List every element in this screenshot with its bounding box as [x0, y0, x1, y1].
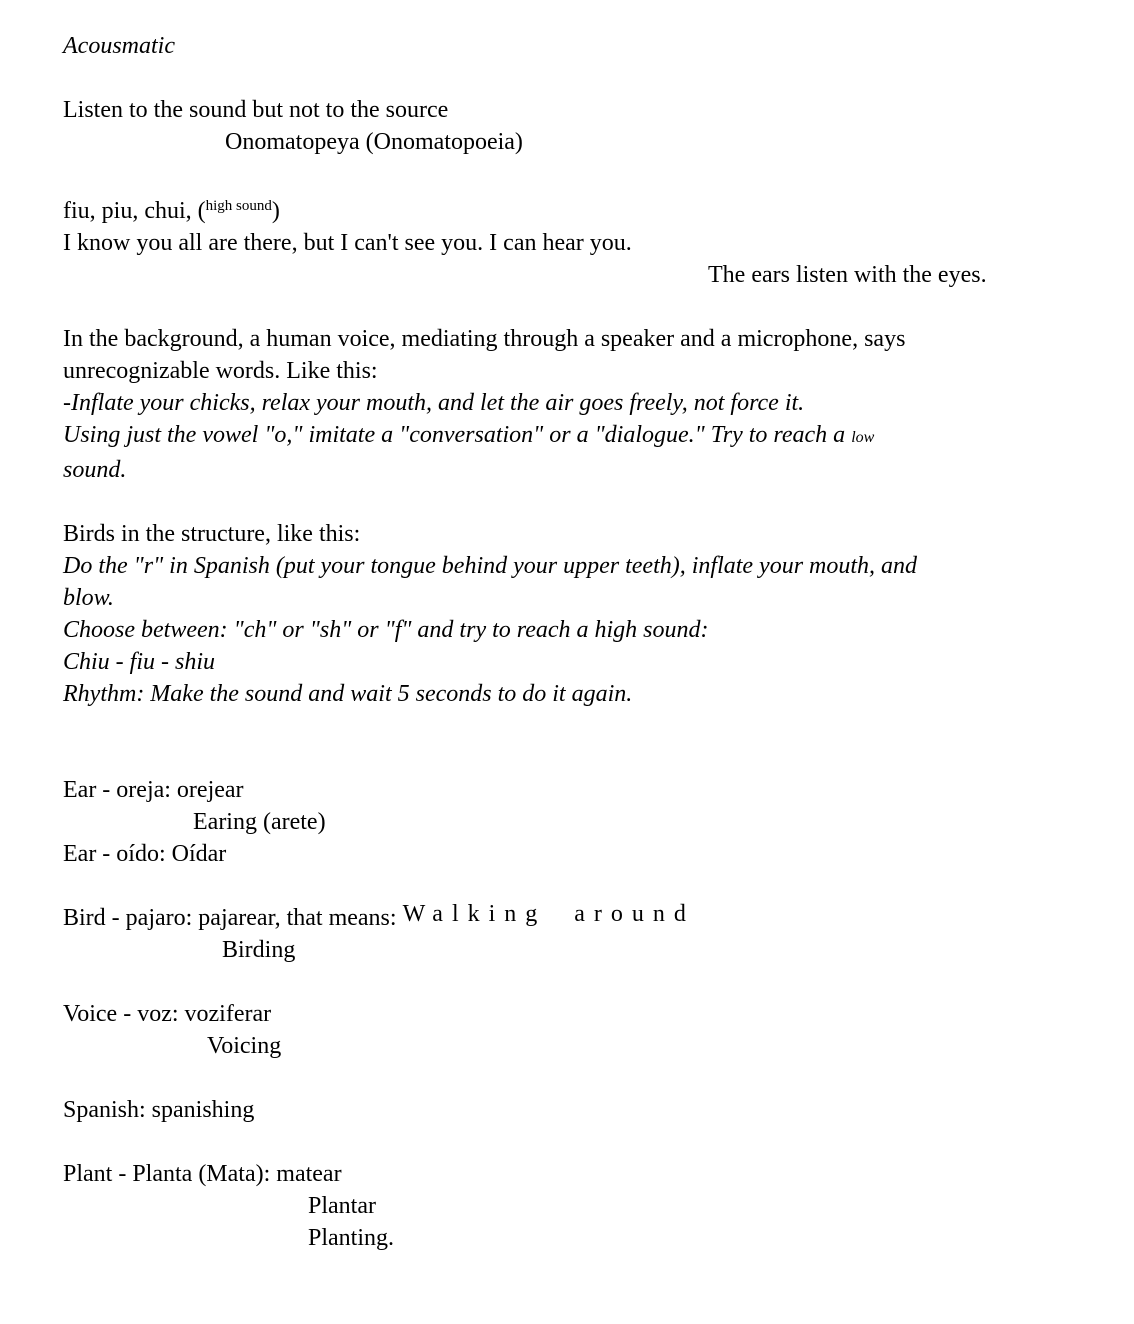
doc-line: [63, 355, 1094, 387]
doc-line: [63, 806, 1094, 838]
doc-text: Plant - Planta (Mata): matear: [63, 1161, 342, 1187]
doc-text: In the background, a human voice, mediating through a speaker and a microphone, says: [63, 326, 906, 352]
doc-line: [63, 227, 1094, 259]
doc-line: [63, 550, 1094, 582]
doc-text: unrecognizable words. Like this:: [63, 358, 378, 384]
doc-text: Birding: [222, 937, 296, 963]
doc-text: blow.: [63, 585, 114, 611]
doc-text: Voice - voz: voziferar: [63, 1001, 272, 1027]
doc-line: [63, 614, 1094, 646]
doc-text: Voicing: [207, 1033, 282, 1059]
doc-line: [63, 646, 1094, 678]
doc-text: Choose between: "ch" or "sh" or "f" and try to reach a high sound:: [63, 617, 709, 643]
doc-text: Bird - pajaro: pajarear, that means:: [63, 905, 403, 931]
doc-line: [63, 934, 1094, 966]
doc-line: [63, 1094, 1094, 1126]
doc-text: fiu, piu, chui, (: [63, 198, 206, 224]
doc-line: [63, 1158, 1094, 1190]
doc-text: Earing (arete): [193, 809, 326, 835]
doc-text: Rhythm: Make the sound and wait 5 seconds to do it again.: [63, 681, 633, 707]
doc-line: [63, 94, 1094, 126]
doc-line: [63, 1190, 1094, 1222]
doc-text: Onomatopeya (Onomatopoeia): [225, 129, 523, 155]
doc-line: [63, 387, 1094, 419]
doc-text: Acousmatic: [63, 33, 175, 59]
doc-text: -Inflate your chicks, relax your mouth, and let the air goes freely, not force it.: [63, 390, 805, 416]
doc-text: Listen to the sound but not to the source: [63, 97, 449, 123]
doc-line: [63, 30, 1094, 62]
doc-line: [63, 259, 1094, 291]
doc-line: [63, 998, 1094, 1030]
doc-text: Spanish: spanishing: [63, 1097, 255, 1123]
doc-text-spaced: Walking around: [402, 901, 695, 927]
doc-text: Plantar: [308, 1193, 376, 1219]
doc-line: [63, 323, 1094, 355]
doc-text: Ear - oreja: orejear: [63, 777, 244, 803]
doc-text: Do the "r" in Spanish (put your tongue behind your upper teeth), inflate your mouth, and: [63, 553, 918, 579]
doc-line: [63, 838, 1094, 870]
doc-text: ): [271, 198, 280, 224]
doc-line: [63, 518, 1094, 550]
doc-text-small: low: [851, 429, 875, 446]
doc-line: [63, 454, 1094, 486]
doc-line: [63, 126, 1094, 158]
doc-text: Using just the vowel "o," imitate a "conversation" or a "dialogue." Try to reach a: [63, 422, 852, 448]
doc-text: Chiu - fiu - shiu: [63, 649, 216, 675]
doc-text: Birds in the structure, like this:: [63, 521, 361, 547]
doc-line: [63, 190, 1094, 227]
doc-text-superscript: high sound: [205, 198, 272, 214]
doc-line: [63, 1030, 1094, 1062]
doc-line: [63, 774, 1094, 806]
doc-text: I know you all are there, but I can't see you. I can hear you.: [63, 230, 632, 256]
doc-line: [63, 582, 1094, 614]
doc-line: [63, 678, 1094, 710]
doc-line: [63, 419, 1094, 454]
doc-line: [63, 902, 1094, 934]
doc-text: sound.: [63, 457, 127, 483]
doc-line: [63, 1222, 1094, 1254]
doc-text: Ear - oído: Oídar: [63, 841, 227, 867]
doc-text: Planting.: [308, 1225, 395, 1251]
doc-text: The ears listen with the eyes.: [708, 262, 987, 288]
